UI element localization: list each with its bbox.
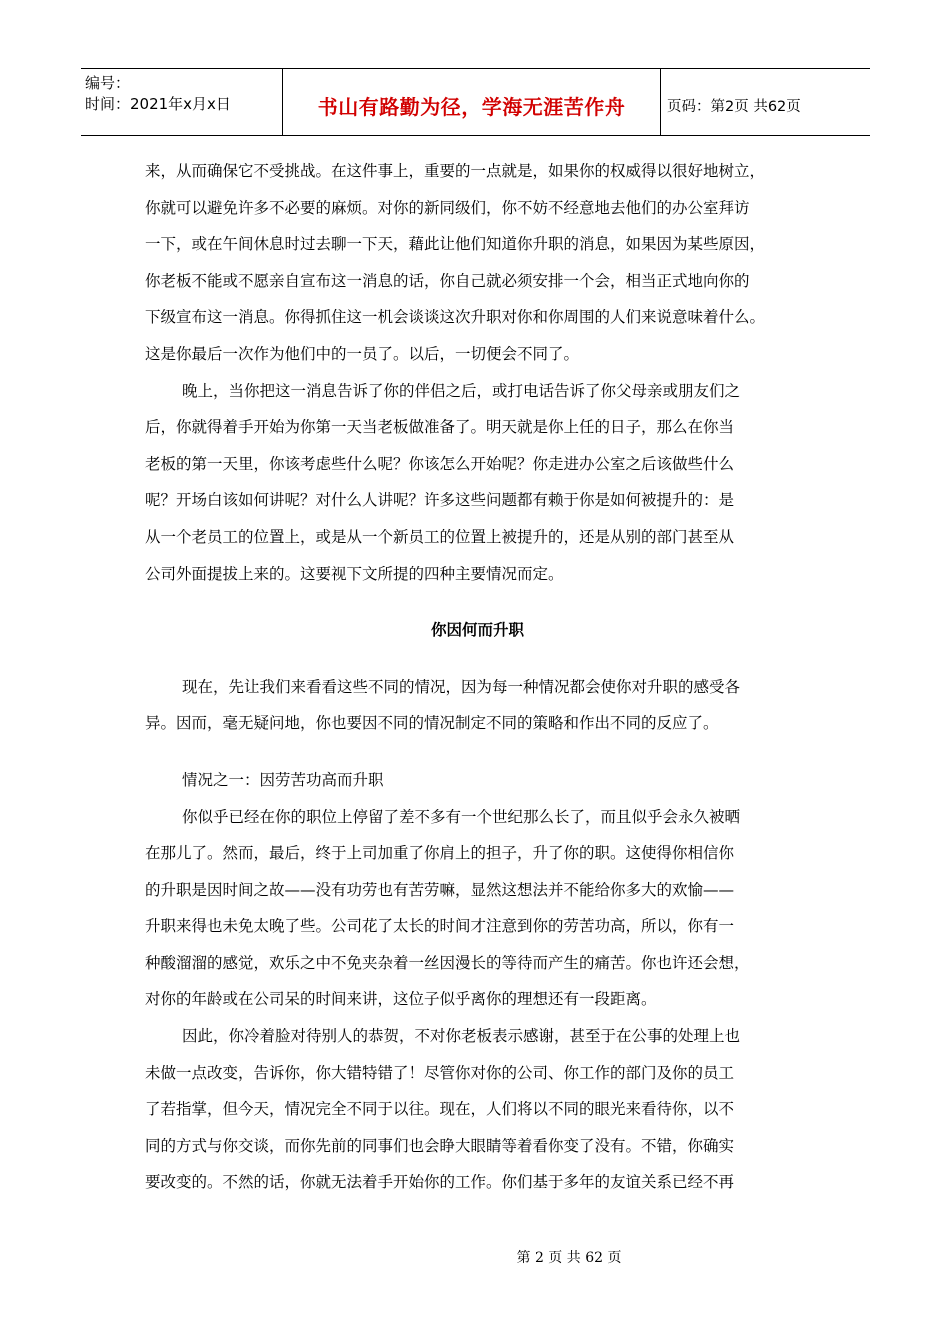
text-line: 公司外面提拔上来的。这要视下文所提的四种主要情况而定。 (145, 564, 564, 583)
paragraph-1 (145, 153, 810, 373)
text-line: 未做一点改变，告诉你，你大错特错了！尽管你对你的公司、你工作的部门及你的员工 (145, 1063, 735, 1082)
text-line: 呢？开场白该如何讲呢？对什么人讲呢？许多这些问题都有赖于你是如何被提升的：是 (145, 491, 735, 510)
document-body (145, 153, 810, 1201)
spacer (145, 592, 810, 612)
text-line: 异。因而，毫无疑问地，你也要因不同的情况制定不同的策略和作出不同的反应了。 (145, 714, 719, 733)
footer-page-number: 第 2 页 共 62 页 (516, 1250, 622, 1266)
page-footer (0, 1247, 950, 1267)
text-line: 你老板不能或不愿亲自宣布这一消息的话，你自己就必须安排一个会，相当正式地向你的 (145, 271, 750, 290)
page-header (81, 68, 870, 136)
text-line: 升职来得也未免太晚了些。公司花了太长的时间才注意到你的劳苦功高，所以，你有一 (145, 917, 735, 936)
spacer (145, 649, 810, 669)
text-line: 这是你最后一次作为他们中的一员了。以后，一切便会不同了。 (145, 344, 580, 363)
text-line: 种酸溜溜的感觉，欢乐之中不免夹杂着一丝因漫长的等待而产生的痛苦。你也许还会想， (145, 953, 750, 972)
document-time-label: 时间：2021年x月x日 (85, 95, 231, 113)
text-line: 了若指掌，但今天，情况完全不同于以往。现在，人们将以不同的眼光来看待你，以不 (145, 1100, 735, 1119)
text-line: 你似乎已经在你的职位上停留了差不多有一个世纪那么长了，而且似乎会永久被晒 (182, 807, 741, 826)
subsection-heading: 情况之一：因劳苦功高而升职 (182, 770, 384, 789)
text-line: 的升职是因时间之故——没有功劳也有苦劳嘛，显然这想法并不能给你多大的欢愉—— (145, 880, 735, 899)
header-page-label: 页码：第2页 共62页 (667, 98, 801, 115)
text-line: 一下，或在午间休息时过去聊一下天，藉此让他们知道你升职的消息，如果因为某些原因， (145, 235, 766, 254)
text-line: 同的方式与你交谈，而你先前的同事们也会睁大眼睛等着看你变了没有。不错，你确实 (145, 1136, 735, 1155)
document-number-label: 编号： (85, 74, 131, 92)
text-line: 在那儿了。然而，最后，终于上司加重了你肩上的担子，升了你的职。这使得你相信你 (145, 844, 735, 863)
text-line: 下级宣布这一消息。你得抓住这一机会谈谈这次升职对你和你周围的人们来说意味着什么。 (145, 308, 766, 327)
text-line: 现在，先让我们来看看这些不同的情况，因为每一种情况都会使你对升职的感受各 (182, 677, 741, 696)
paragraph-2 (145, 373, 810, 593)
text-line: 你就可以避免许多不必要的麻烦。对你的新同级们，你不妨不经意地去他们的办公室拜访 (145, 198, 750, 217)
text-line: 后，你就得着手开始为你第一天当老板做准备了。明天就是你上任的日子，那么在你当 (145, 418, 735, 437)
text-line: 来，从而确保它不受挑战。在这件事上，重要的一点就是，如果你的权威得以很好地树立， (145, 162, 766, 180)
text-line: 晚上，当你把这一消息告诉了你的伴侣之后，或打电话告诉了你父母亲或朋友们之 (182, 381, 741, 400)
header-page-cell (661, 69, 870, 135)
paragraph-3 (145, 669, 810, 742)
paragraph-5 (145, 1018, 810, 1201)
header-meta (81, 69, 283, 135)
paragraph-4 (145, 799, 810, 1019)
spacer (145, 742, 810, 762)
header-motto: 书山有路勤为径，学海无涯苦作舟 (317, 94, 626, 119)
text-line: 要改变的。不然的话，你就无法着手开始你的工作。你们基于多年的友谊关系已经不再 (145, 1173, 735, 1192)
text-line: 对你的年龄或在公司呆的时间来讲，这位子似乎离你的理想还有一段距离。 (145, 990, 657, 1009)
text-line: 从一个老员工的位置上，或是从一个新员工的位置上被提升的，还是从别的部门甚至从 (145, 527, 735, 546)
section-heading: 你因何而升职 (430, 621, 524, 640)
text-line: 老板的第一天里，你该考虑些什么呢？你该怎么开始呢？你走进办公室之后该做些什么 (145, 454, 735, 473)
header-motto-cell (283, 69, 661, 135)
text-line: 因此，你冷着脸对待别人的恭贺，不对你老板表示感谢，甚至于在公事的处理上也 (182, 1027, 741, 1046)
